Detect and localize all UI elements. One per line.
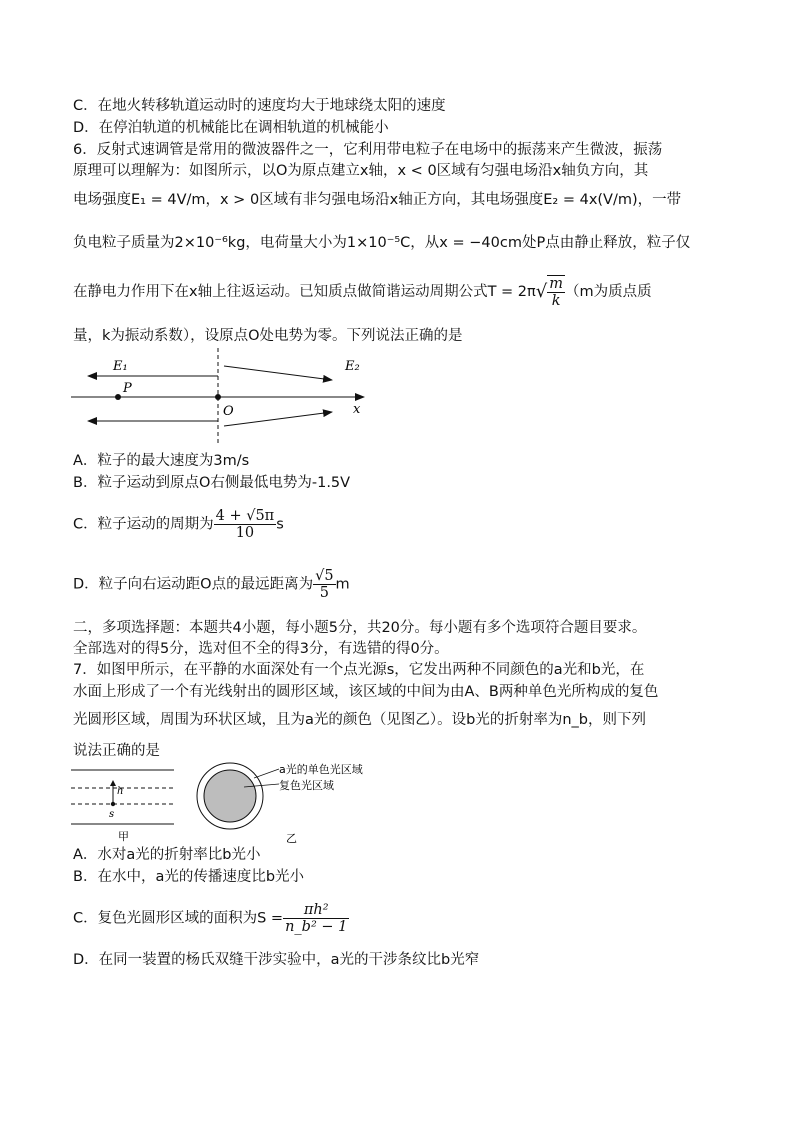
q7-option-c-prefix: C．复色光圆形区域的面积为S = [73,910,284,927]
q6-option-d-unit: m [335,576,350,593]
q6-stem-line-6: 量，k为振动系数），设原点O处电势为零。下列说法正确的是 [73,328,463,344]
q6-option-d-prefix: D．粒子向右运动距O点的最远距离为 [73,576,314,593]
q7-stem-line-1: 7．如图甲所示，在平静的水面深处有一个点光源s，它发出两种不同颜色的a光和b光，在 [73,662,645,678]
q7-option-c-fraction [283,902,349,935]
formula-numerator: m [549,276,563,292]
fraction-denominator: n_b² − 1 [285,919,348,935]
formula-denominator: k [551,293,561,309]
q6-option-d-fraction [313,568,335,601]
q6-option-c-prefix: C．粒子运动的周期为 [73,516,214,533]
section2-heading-line-1: 二，多项选择题：本题共4小题，每小题5分，共20分。每小题有多个选项符合题目要求。 [73,620,647,636]
fraction-numerator: 4 + √5π [215,508,275,524]
q6-stem-line-4: 负电粒子质量为2×10⁻⁶kg，电荷量大小为1×10⁻⁵C，从x = −40cm处P点由静止释放，粒子仅 [73,235,691,251]
e2-upper-arrow [224,366,332,380]
mixed-light-disk [204,770,256,822]
q6-option-b: B．粒子运动到原点O右侧最低电势为-1.5V [73,475,351,491]
label-p: P [123,381,132,396]
legend-pointer-a [254,769,279,778]
point-p [115,394,121,400]
q6-option-d [73,568,350,601]
q7-option-d: D．在同一装置的杨氏双缝干涉实验中，a光的干涉条纹比b光窄 [73,952,480,968]
label-jia: 甲 [118,830,129,843]
q7-stem-line-4: 说法正确的是 [73,743,160,759]
q6-period-formula-fraction [547,275,565,309]
section2-heading-line-2: 全部选对的得5分，选对但不全的得3分，有选错的得0分。 [73,641,449,657]
label-yi: 乙 [286,832,297,845]
q7-option-b: B．在水中，a光的传播速度比b光小 [73,869,305,885]
q6-option-c-fraction [214,508,277,541]
label-o: O [223,404,234,419]
q6-stem-line-3: 电场强度E₁ = 4V/m，x > 0区域有非匀强电场沿x轴正方向，其电场强度E₂ = 4x(V/m)，一带 [73,192,682,208]
q6-option-a: A．粒子的最大速度为3m/s [73,453,250,469]
q7-stem-line-2: 水面上形成了一个有光线射出的圆形区域，该区域的中间为由A、B两种单色光所构成的复色 [73,684,659,700]
q7-stem-line-3: 光圆形区域，周围为环状区域，且为a光的颜色（见图乙）。设b光的折射率为n_b，则下列 [73,712,646,728]
label-s: s [109,809,115,820]
q6-option-c [73,508,284,541]
fraction-denominator: 5 [319,585,329,601]
q6-stem-line-5a: 在静电力作用下在x轴上往返运动。已知质点做简谐运动周期公式T = 2π [73,284,536,300]
legend-a-region: a光的单色光区域 [279,763,363,776]
label-h: h [117,786,124,797]
q5-option-c: C．在地火转移轨道运动时的速度均大于地球绕太阳的速度 [73,98,446,114]
q7-option-c [73,902,349,935]
e2-lower-arrow [224,412,332,426]
light-source-s [111,802,115,806]
q7-light-source-diagram [66,760,426,848]
fraction-denominator: 10 [235,525,255,541]
q6-stem-line-5: 在静电力作用下在x轴上往返运动。已知质点做简谐运动周期公式T = 2π√ $\frac{m}{k}$ （m为质点质 [73,276,652,309]
label-e1: E₁ [113,359,128,374]
q6-option-c-unit: s [276,516,284,533]
q6-stem-line-1: 6．反射式速调管是常用的微波器件之一，它利用带电粒子在电场中的振荡来产生微波，振荡 [73,142,663,158]
q6-field-diagram [66,346,376,446]
q6-stem-line-5b: （m为质点质 [565,284,652,300]
q5-option-d: D．在停泊轨道的机械能比在调相轨道的机械能小 [73,120,389,136]
fraction-numerator: √5 [315,568,334,584]
legend-mixed-region: 复色光区域 [279,779,334,792]
fraction-numerator: πh² [283,902,349,919]
q7-option-a: A．水对a光的折射率比b光小 [73,847,261,863]
label-e2: E₂ [345,359,360,374]
q6-stem-line-2: 原理可以理解为：如图所示，以O为原点建立x轴，x < 0区域有匀强电场沿x轴负方向，其 [73,163,649,179]
label-x: x [353,402,361,417]
point-o [215,394,221,400]
